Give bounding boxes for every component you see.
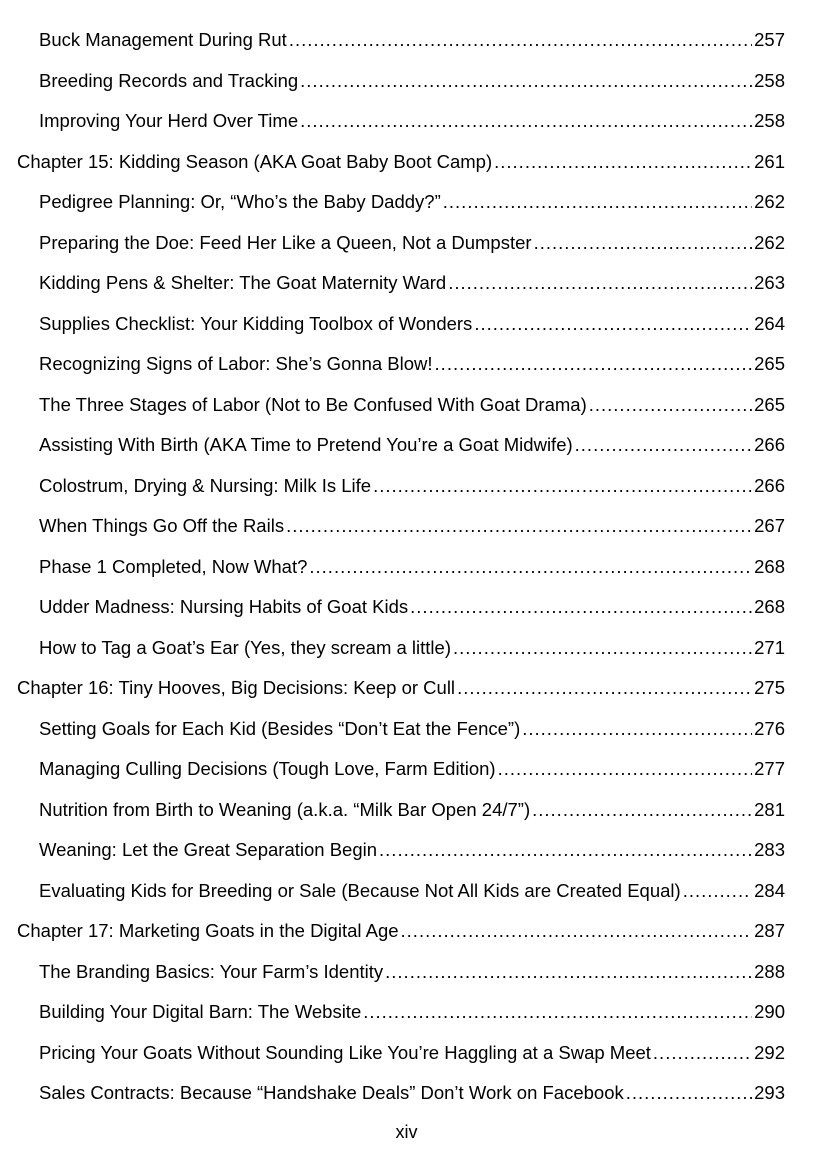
dot-leader bbox=[289, 28, 752, 52]
page-number: xiv bbox=[395, 1122, 418, 1142]
toc-section-entry[interactable] bbox=[0, 992, 813, 1033]
dot-leader bbox=[453, 636, 752, 660]
toc-entry-page-number: 262 bbox=[754, 191, 785, 213]
toc-entry-title: Kidding Pens & Shelter: The Goat Maternity Ward bbox=[39, 272, 447, 294]
dot-leader bbox=[385, 960, 752, 984]
toc-entry-page-number: 292 bbox=[754, 1041, 785, 1063]
toc-section-entry[interactable] bbox=[0, 709, 813, 750]
toc-entry-title: Supplies Checklist: Your Kidding Toolbox of Wonders bbox=[39, 312, 473, 334]
toc-section-entry[interactable] bbox=[0, 344, 813, 385]
toc-entry-title: Nutrition from Birth to Weaning (a.k.a. “Milk Bar Open 24/7”) bbox=[39, 798, 531, 820]
dot-leader bbox=[435, 352, 753, 376]
toc-entry-page-number: 288 bbox=[754, 960, 785, 982]
toc-entry-title: Udder Madness: Nursing Habits of Goat Kids bbox=[39, 596, 409, 618]
dot-leader bbox=[626, 1081, 752, 1105]
toc-entry-title: Building Your Digital Barn: The Website bbox=[39, 1001, 362, 1023]
dot-leader bbox=[300, 109, 752, 133]
toc-section-entry[interactable] bbox=[0, 749, 813, 790]
toc-entry-page-number: 283 bbox=[754, 839, 785, 861]
toc-section-entry[interactable] bbox=[0, 547, 813, 588]
toc-entry-page-number: 266 bbox=[754, 474, 785, 496]
toc-entry-title: Managing Culling Decisions (Tough Love, Farm Edition) bbox=[39, 758, 496, 780]
toc-entry-title: Buck Management During Rut bbox=[39, 29, 287, 51]
toc-entry-title: Weaning: Let the Great Separation Begin bbox=[39, 839, 378, 861]
dot-leader bbox=[401, 919, 753, 943]
dot-leader bbox=[474, 312, 752, 336]
toc-section-entry[interactable] bbox=[0, 952, 813, 993]
toc-entry-page-number: 281 bbox=[754, 798, 785, 820]
toc-entry-page-number: 268 bbox=[754, 555, 785, 577]
toc-section-entry[interactable] bbox=[0, 830, 813, 871]
toc-entry-title: Recognizing Signs of Labor: She’s Gonna Blow! bbox=[39, 353, 433, 375]
toc-entry-page-number: 258 bbox=[754, 110, 785, 132]
toc-entry-page-number: 262 bbox=[754, 231, 785, 253]
dot-leader bbox=[653, 1041, 752, 1065]
toc-entry-page-number: 290 bbox=[754, 1001, 785, 1023]
toc-entry-page-number: 266 bbox=[754, 434, 785, 456]
toc-entry-title: Pricing Your Goats Without Sounding Like You’re Haggling at a Swap Meet bbox=[39, 1041, 651, 1063]
toc-section-entry[interactable] bbox=[0, 1073, 813, 1114]
dot-leader bbox=[683, 879, 752, 903]
dot-leader bbox=[534, 231, 753, 255]
dot-leader bbox=[457, 676, 752, 700]
toc-entry-title: Colostrum, Drying & Nursing: Milk Is Life bbox=[39, 474, 372, 496]
toc-section-entry[interactable] bbox=[0, 587, 813, 628]
toc-entry-title: Pedigree Planning: Or, “Who’s the Baby Daddy?” bbox=[39, 191, 441, 213]
toc-entry-page-number: 265 bbox=[754, 393, 785, 415]
toc-section-entry[interactable] bbox=[0, 223, 813, 264]
toc-entry-page-number: 267 bbox=[754, 515, 785, 537]
toc-entry-page-number: 258 bbox=[754, 69, 785, 91]
dot-leader bbox=[589, 393, 752, 417]
toc-section-entry[interactable] bbox=[0, 101, 813, 142]
dot-leader bbox=[494, 150, 752, 174]
toc-section-entry[interactable] bbox=[0, 263, 813, 304]
toc-section-entry[interactable] bbox=[0, 790, 813, 831]
toc-entry-page-number: 277 bbox=[754, 758, 785, 780]
toc-entry-title: Breeding Records and Tracking bbox=[39, 69, 299, 91]
dot-leader bbox=[498, 757, 753, 781]
toc-section-entry[interactable] bbox=[0, 871, 813, 912]
dot-leader bbox=[575, 433, 752, 457]
toc-entry-page-number: 263 bbox=[754, 272, 785, 294]
dot-leader bbox=[309, 555, 752, 579]
dot-leader bbox=[532, 798, 752, 822]
toc-entry-title: Chapter 16: Tiny Hooves, Big Decisions: Keep or Cull bbox=[17, 677, 456, 699]
toc-section-entry[interactable] bbox=[0, 506, 813, 547]
dot-leader bbox=[363, 1000, 752, 1024]
dot-leader bbox=[443, 190, 752, 214]
toc-entry-page-number: 265 bbox=[754, 353, 785, 375]
dot-leader bbox=[379, 838, 752, 862]
dot-leader bbox=[410, 595, 752, 619]
toc-entry-page-number: 284 bbox=[754, 879, 785, 901]
toc-entry-page-number: 271 bbox=[754, 636, 785, 658]
toc-section-entry[interactable] bbox=[0, 425, 813, 466]
toc-chapter-entry[interactable] bbox=[0, 911, 813, 952]
toc-entry-page-number: 287 bbox=[754, 920, 785, 942]
toc-entry-page-number: 261 bbox=[754, 150, 785, 172]
toc-entry-page-number: 276 bbox=[754, 717, 785, 739]
toc-entry-title: When Things Go Off the Rails bbox=[39, 515, 285, 537]
dot-leader bbox=[448, 271, 752, 295]
toc-section-entry[interactable] bbox=[0, 20, 813, 61]
toc-chapter-entry[interactable] bbox=[0, 142, 813, 183]
toc-entry-title: The Branding Basics: Your Farm’s Identity bbox=[39, 960, 384, 982]
toc-section-entry[interactable] bbox=[0, 61, 813, 102]
dot-leader bbox=[286, 514, 752, 538]
toc-entry-page-number: 268 bbox=[754, 596, 785, 618]
toc-entry-title: Phase 1 Completed, Now What? bbox=[39, 555, 308, 577]
toc-section-entry[interactable] bbox=[0, 466, 813, 507]
toc-entry-title: Evaluating Kids for Breeding or Sale (Because Not All Kids are Created Equal) bbox=[39, 879, 681, 901]
toc-entry-title: Preparing the Doe: Feed Her Like a Queen, Not a Dumpster bbox=[39, 231, 532, 253]
toc-section-entry[interactable] bbox=[0, 385, 813, 426]
toc-chapter-entry[interactable] bbox=[0, 668, 813, 709]
toc-entry-title: Assisting With Birth (AKA Time to Pretend You’re a Goat Midwife) bbox=[39, 434, 573, 456]
dot-leader bbox=[300, 69, 752, 93]
toc-entry-title: Sales Contracts: Because “Handshake Deals” Don’t Work on Facebook bbox=[39, 1082, 624, 1104]
toc-entry-page-number: 257 bbox=[754, 29, 785, 51]
toc-section-entry[interactable] bbox=[0, 182, 813, 223]
toc-entry-title: Chapter 17: Marketing Goats in the Digital Age bbox=[17, 920, 399, 942]
toc-entry-title: Setting Goals for Each Kid (Besides “Don’t Eat the Fence”) bbox=[39, 717, 521, 739]
toc-section-entry[interactable] bbox=[0, 304, 813, 345]
toc-section-entry[interactable] bbox=[0, 628, 813, 669]
toc-section-entry[interactable] bbox=[0, 1033, 813, 1074]
toc-entry-page-number: 275 bbox=[754, 677, 785, 699]
toc-entry-title: The Three Stages of Labor (Not to Be Confused With Goat Drama) bbox=[39, 393, 587, 415]
toc-entry-title: Improving Your Herd Over Time bbox=[39, 110, 299, 132]
dot-leader bbox=[522, 717, 752, 741]
toc-entry-title: How to Tag a Goat’s Ear (Yes, they scream a little) bbox=[39, 636, 451, 658]
toc-entry-page-number: 264 bbox=[754, 312, 785, 334]
table-of-contents bbox=[0, 20, 813, 1114]
toc-entry-page-number: 293 bbox=[754, 1082, 785, 1104]
toc-entry-title: Chapter 15: Kidding Season (AKA Goat Baby Boot Camp) bbox=[17, 150, 493, 172]
dot-leader bbox=[373, 474, 752, 498]
